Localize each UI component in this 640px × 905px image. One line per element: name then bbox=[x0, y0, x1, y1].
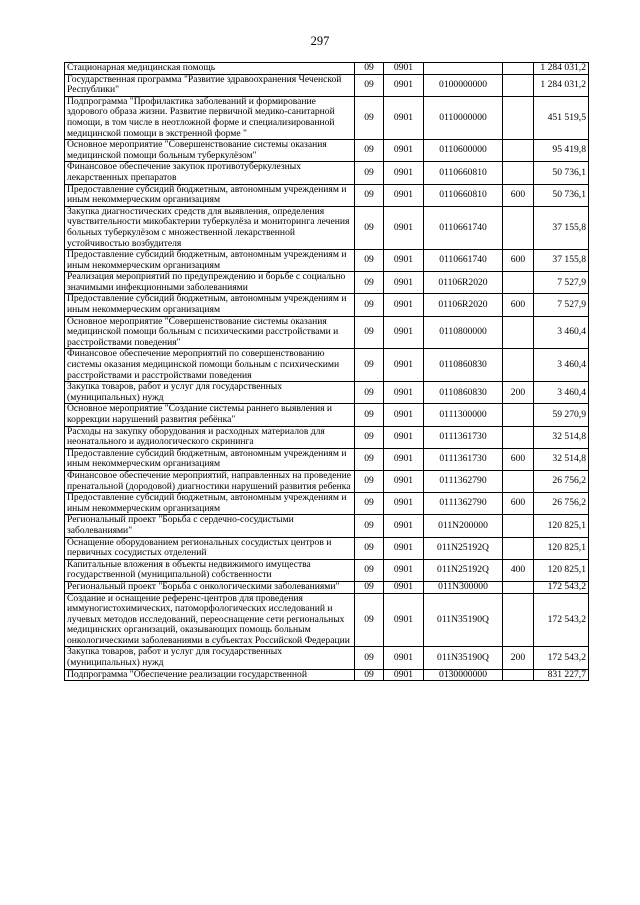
cell-expense-type: 600 bbox=[503, 448, 534, 470]
cell-section: 09 bbox=[355, 448, 384, 470]
cell-sum: 50 736,1 bbox=[534, 184, 589, 206]
cell-target-article: 0110600000 bbox=[424, 140, 503, 162]
table-row bbox=[65, 470, 589, 492]
table-row bbox=[65, 184, 589, 206]
cell-name: Региональный проект "Борьба с сердечно-сосудистыми заболеваниями" bbox=[65, 515, 355, 537]
cell-target-article: 0110800000 bbox=[424, 316, 503, 349]
cell-expense-type bbox=[503, 63, 534, 75]
cell-subsection: 0901 bbox=[384, 272, 424, 294]
cell-sum: 59 270,9 bbox=[534, 404, 589, 426]
cell-sum: 172 543,2 bbox=[534, 581, 589, 593]
cell-target-article: 01106R2020 bbox=[424, 294, 503, 316]
cell-name: Стационарная медицинская помощь bbox=[65, 63, 355, 75]
cell-name: Создание и оснащение референс-центров для проведения иммуногистохимических, патоморфологических исследований и лучевых методов исследований, переоснащение сети региональных медицинских организаций, оказывающих помощь больным онкологическими заболеваниями в субъектах Российской Федерации bbox=[65, 593, 355, 647]
cell-name: Региональный проект "Борьба с онкологическими заболеваниями" bbox=[65, 581, 355, 593]
cell-name: Финансовое обеспечение закупок противотуберкулезных лекарственных препаратов bbox=[65, 162, 355, 184]
cell-target-article: 011N25192Q bbox=[424, 537, 503, 559]
cell-expense-type bbox=[503, 96, 534, 139]
cell-target-article: 0111361730 bbox=[424, 448, 503, 470]
cell-expense-type bbox=[503, 404, 534, 426]
table-row bbox=[65, 493, 589, 515]
cell-expense-type bbox=[503, 140, 534, 162]
table-row bbox=[65, 316, 589, 349]
cell-expense-type bbox=[503, 426, 534, 448]
table-row bbox=[65, 162, 589, 184]
table-row bbox=[65, 559, 589, 581]
cell-sum: 7 527,9 bbox=[534, 294, 589, 316]
cell-name: Предоставление субсидий бюджетным, автономным учреждениям и иным некоммерческим организациям bbox=[65, 184, 355, 206]
cell-expense-type bbox=[503, 162, 534, 184]
cell-expense-type bbox=[503, 537, 534, 559]
cell-target-article bbox=[424, 63, 503, 75]
cell-name: Подпрограмма "Обеспечение реализации государственной bbox=[65, 669, 355, 681]
cell-sum: 120 825,1 bbox=[534, 537, 589, 559]
cell-section: 09 bbox=[355, 272, 384, 294]
cell-target-article: 011N200000 bbox=[424, 515, 503, 537]
table-row bbox=[65, 206, 589, 249]
cell-subsection: 0901 bbox=[384, 404, 424, 426]
table-row bbox=[65, 647, 589, 669]
cell-expense-type: 600 bbox=[503, 250, 534, 272]
cell-section: 09 bbox=[355, 559, 384, 581]
cell-section: 09 bbox=[355, 316, 384, 349]
cell-expense-type bbox=[503, 470, 534, 492]
cell-name: Финансовое обеспечение мероприятий, направленных на проведение пренатальной (дородовой) диагностики нарушений развития ребенка bbox=[65, 470, 355, 492]
cell-sum: 120 825,1 bbox=[534, 515, 589, 537]
cell-sum: 50 736,1 bbox=[534, 162, 589, 184]
table-row bbox=[65, 96, 589, 139]
cell-sum: 3 460,4 bbox=[534, 316, 589, 349]
cell-name: Предоставление субсидий бюджетным, автономным учреждениям и иным некоммерческим организациям bbox=[65, 294, 355, 316]
cell-name: Основное мероприятие "Совершенствование системы оказания медицинской помощи больным с психическими расстройствами и расстройствами поведения" bbox=[65, 316, 355, 349]
cell-sum: 37 155,8 bbox=[534, 206, 589, 249]
cell-target-article: 0110000000 bbox=[424, 96, 503, 139]
cell-subsection: 0901 bbox=[384, 493, 424, 515]
cell-sum: 3 460,4 bbox=[534, 382, 589, 404]
cell-name: Государственная программа "Развитие здравоохранения Чеченской Республики" bbox=[65, 74, 355, 96]
cell-name: Подпрограмма "Профилактика заболеваний и формирование здорового образа жизни. Развитие первичной медико-санитарной помощи, в том числе в неотложной форме и специализированной медицинской помощи в экстренной форме " bbox=[65, 96, 355, 139]
cell-name: Предоставление субсидий бюджетным, автономным учреждениям и иным некоммерческим организациям bbox=[65, 493, 355, 515]
cell-name: Капитальные вложения в объекты недвижимого имущества государственной (муниципальной) собственности bbox=[65, 559, 355, 581]
cell-subsection: 0901 bbox=[384, 206, 424, 249]
cell-sum: 1 284 031,2 bbox=[534, 63, 589, 75]
cell-section: 09 bbox=[355, 647, 384, 669]
cell-name: Оснащение оборудованием региональных сосудистых центров и первичных сосудистых отделений bbox=[65, 537, 355, 559]
cell-section: 09 bbox=[355, 593, 384, 647]
cell-target-article: 01106R2020 bbox=[424, 272, 503, 294]
table-row bbox=[65, 426, 589, 448]
cell-expense-type: 600 bbox=[503, 294, 534, 316]
cell-section: 09 bbox=[355, 250, 384, 272]
budget-table bbox=[64, 62, 589, 681]
cell-target-article: 0110660810 bbox=[424, 184, 503, 206]
cell-name: Расходы на закупку оборудования и расходных материалов для неонатального и аудиологического скрининга bbox=[65, 426, 355, 448]
cell-name: Закупка диагностических средств для выявления, определения чувствительности микобактерии туберкулёза и мониторинга лечения больных туберкулёзом с множественной лекарственной устойчивостью возбудителя bbox=[65, 206, 355, 249]
cell-target-article: 011N25192Q bbox=[424, 559, 503, 581]
cell-expense-type bbox=[503, 74, 534, 96]
cell-expense-type: 400 bbox=[503, 559, 534, 581]
cell-section: 09 bbox=[355, 493, 384, 515]
cell-target-article: 0110661740 bbox=[424, 206, 503, 249]
table-row bbox=[65, 140, 589, 162]
cell-expense-type bbox=[503, 581, 534, 593]
cell-target-article: 0110860830 bbox=[424, 349, 503, 382]
cell-section: 09 bbox=[355, 96, 384, 139]
cell-target-article: 0130000000 bbox=[424, 669, 503, 681]
cell-subsection: 0901 bbox=[384, 74, 424, 96]
table-row bbox=[65, 404, 589, 426]
table-row bbox=[65, 515, 589, 537]
cell-sum: 32 514,8 bbox=[534, 426, 589, 448]
cell-section: 09 bbox=[355, 206, 384, 249]
cell-section: 09 bbox=[355, 426, 384, 448]
table-row bbox=[65, 349, 589, 382]
cell-name: Предоставление субсидий бюджетным, автономным учреждениям и иным некоммерческим организациям bbox=[65, 250, 355, 272]
table-row bbox=[65, 581, 589, 593]
cell-section: 09 bbox=[355, 162, 384, 184]
cell-section: 09 bbox=[355, 669, 384, 681]
cell-expense-type: 200 bbox=[503, 382, 534, 404]
cell-sum: 26 756,2 bbox=[534, 493, 589, 515]
cell-sum: 172 543,2 bbox=[534, 593, 589, 647]
table-row bbox=[65, 537, 589, 559]
cell-expense-type bbox=[503, 515, 534, 537]
cell-subsection: 0901 bbox=[384, 559, 424, 581]
cell-subsection: 0901 bbox=[384, 593, 424, 647]
table-row bbox=[65, 63, 589, 75]
cell-subsection: 0901 bbox=[384, 426, 424, 448]
cell-subsection: 0901 bbox=[384, 515, 424, 537]
cell-expense-type bbox=[503, 316, 534, 349]
cell-subsection: 0901 bbox=[384, 294, 424, 316]
cell-target-article: 011N35190Q bbox=[424, 647, 503, 669]
cell-expense-type bbox=[503, 272, 534, 294]
cell-expense-type: 600 bbox=[503, 493, 534, 515]
cell-section: 09 bbox=[355, 581, 384, 593]
cell-expense-type bbox=[503, 349, 534, 382]
cell-name: Предоставление субсидий бюджетным, автономным учреждениям и иным некоммерческим организациям bbox=[65, 448, 355, 470]
cell-sum: 831 227,7 bbox=[534, 669, 589, 681]
cell-subsection: 0901 bbox=[384, 581, 424, 593]
cell-name: Закупка товаров, работ и услуг для государственных (муниципальных) нужд bbox=[65, 647, 355, 669]
cell-sum: 32 514,8 bbox=[534, 448, 589, 470]
cell-section: 09 bbox=[355, 470, 384, 492]
cell-sum: 3 460,4 bbox=[534, 349, 589, 382]
cell-name: Закупка товаров, работ и услуг для государственных (муниципальных) нужд bbox=[65, 382, 355, 404]
cell-subsection: 0901 bbox=[384, 316, 424, 349]
cell-section: 09 bbox=[355, 294, 384, 316]
cell-sum: 37 155,8 bbox=[534, 250, 589, 272]
table-body bbox=[65, 63, 589, 681]
cell-subsection: 0901 bbox=[384, 63, 424, 75]
cell-subsection: 0901 bbox=[384, 669, 424, 681]
cell-section: 09 bbox=[355, 140, 384, 162]
cell-subsection: 0901 bbox=[384, 647, 424, 669]
cell-sum: 451 519,5 bbox=[534, 96, 589, 139]
cell-sum: 7 527,9 bbox=[534, 272, 589, 294]
cell-name: Основное мероприятие "Совершенствование системы оказания медицинской помощи больным туберкулёзом" bbox=[65, 140, 355, 162]
cell-subsection: 0901 bbox=[384, 140, 424, 162]
cell-section: 09 bbox=[355, 537, 384, 559]
cell-target-article: 0110860830 bbox=[424, 382, 503, 404]
cell-subsection: 0901 bbox=[384, 96, 424, 139]
cell-expense-type: 200 bbox=[503, 647, 534, 669]
table-row bbox=[65, 272, 589, 294]
table-row bbox=[65, 593, 589, 647]
cell-target-article: 0111362790 bbox=[424, 470, 503, 492]
cell-name: Основное мероприятие "Создание системы раннего выявления и коррекции нарушений развития ребёнка" bbox=[65, 404, 355, 426]
table-row bbox=[65, 669, 589, 681]
cell-section: 09 bbox=[355, 63, 384, 75]
cell-expense-type bbox=[503, 593, 534, 647]
cell-sum: 172 543,2 bbox=[534, 647, 589, 669]
page-number: 297 bbox=[310, 34, 330, 48]
cell-subsection: 0901 bbox=[384, 349, 424, 382]
cell-section: 09 bbox=[355, 404, 384, 426]
cell-target-article: 0100000000 bbox=[424, 74, 503, 96]
cell-expense-type bbox=[503, 669, 534, 681]
cell-target-article: 011N35190Q bbox=[424, 593, 503, 647]
cell-target-article: 0111361730 bbox=[424, 426, 503, 448]
cell-sum: 1 284 031,2 bbox=[534, 74, 589, 96]
cell-target-article: 0110661740 bbox=[424, 250, 503, 272]
cell-sum: 95 419,8 bbox=[534, 140, 589, 162]
cell-target-article: 0111300000 bbox=[424, 404, 503, 426]
cell-expense-type bbox=[503, 206, 534, 249]
cell-subsection: 0901 bbox=[384, 537, 424, 559]
cell-subsection: 0901 bbox=[384, 184, 424, 206]
cell-subsection: 0901 bbox=[384, 382, 424, 404]
cell-sum: 120 825,1 bbox=[534, 559, 589, 581]
table-row bbox=[65, 382, 589, 404]
table-row bbox=[65, 448, 589, 470]
cell-section: 09 bbox=[355, 349, 384, 382]
cell-section: 09 bbox=[355, 515, 384, 537]
cell-subsection: 0901 bbox=[384, 162, 424, 184]
cell-section: 09 bbox=[355, 382, 384, 404]
cell-section: 09 bbox=[355, 74, 384, 96]
table-row bbox=[65, 250, 589, 272]
cell-subsection: 0901 bbox=[384, 448, 424, 470]
cell-name: Реализация мероприятий по предупреждению и борьбе с социально значимыми инфекционными заболеваниями bbox=[65, 272, 355, 294]
cell-expense-type: 600 bbox=[503, 184, 534, 206]
cell-subsection: 0901 bbox=[384, 470, 424, 492]
cell-sum: 26 756,2 bbox=[534, 470, 589, 492]
cell-name: Финансовое обеспечение мероприятий по совершенствованию системы оказания медицинской помощи больным с психическими расстройствами и расстройствами поведения bbox=[65, 349, 355, 382]
cell-target-article: 0111362790 bbox=[424, 493, 503, 515]
cell-target-article: 0110660810 bbox=[424, 162, 503, 184]
cell-subsection: 0901 bbox=[384, 250, 424, 272]
table-row bbox=[65, 74, 589, 96]
cell-section: 09 bbox=[355, 184, 384, 206]
table-row bbox=[65, 294, 589, 316]
cell-target-article: 011N300000 bbox=[424, 581, 503, 593]
